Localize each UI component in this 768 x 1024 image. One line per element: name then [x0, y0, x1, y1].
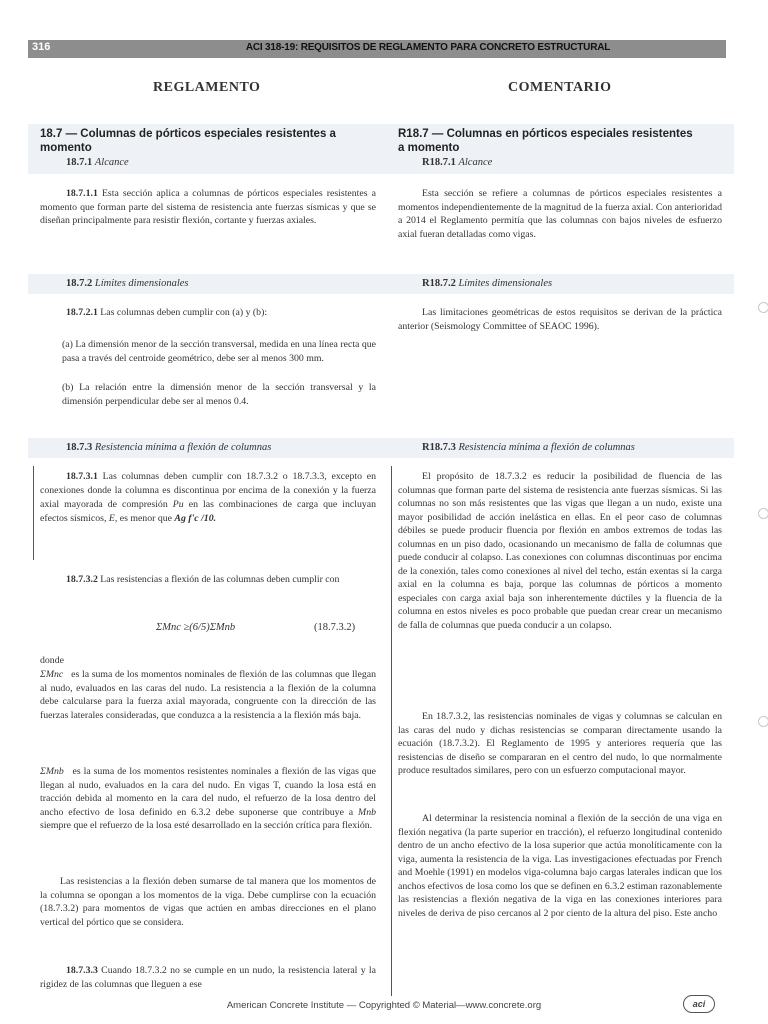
right-subsection-r18-7-3: R18.7.3 Resistencia mínima a flexión de columnas — [422, 442, 635, 453]
left-para-sum-moments: Las resistencias a la flexión deben sumarse de tal manera que los momentos de la columna se opongan a los momentos de la viga. Debe cumplirse con la ecuación (18.7.3.2) para momentos de vigas que actúen en ambas direcciones en el plano vertical del pórtico que se considera. — [40, 876, 376, 928]
left-item-a: (a) La dimensión menor de la sección transversal, medida en una línea recta que pasa a través del centroide geométrico, debe ser al menos 300 mm. — [62, 339, 376, 364]
right-change-bar — [391, 466, 392, 996]
right-column-heading: COMENTARIO — [508, 80, 612, 95]
left-para-18-7-2-1: 18.7.2.1 Las columnas deben cumplir con (a) y (b): — [66, 307, 268, 318]
punch-hole-mark — [758, 716, 768, 727]
left-para-18-7-3-3: 18.7.3.3 Cuando 18.7.3.2 no se cumple en un nudo, la resistencia lateral y la rigidez de las columnas que lleguen a ese — [40, 965, 377, 990]
running-header — [28, 40, 726, 58]
left-subsection-18-7-1: 18.7.1 Alcance — [66, 157, 129, 168]
equation-number: (18.7.3.2) — [314, 622, 356, 633]
left-def-mnc: ΣMnc es la suma de los momentos nominales de flexión de las columnas que llegan al nudo, evaluados en las caras del nudo. La resistencia a la flexión de la columna debe calcularse para la fuerza axial mayorada, congruente con la dirección de las fuerzas laterales consideradas, que conduzca a la resistencia a la flexión más baja. — [40, 669, 376, 721]
left-para-18-7-3-2: 18.7.3.2 Las resistencias a flexión de las columnas deben cumplir con — [66, 574, 340, 585]
left-def-mnb: ΣMnb es la suma de los momentos resistentes nominales a flexión de las vigas que llegan al nudo, evaluados en la cara del nudo. En vigas T, cuando la losa está en tracción debida al momento en la cara del nudo, el refuerzo de la losa dentro del ancho efectivo de losa definido en 6.3.2 debe suponerse que contribuye a Mnb siempre que el refuerzo de la losa esté desarrollado en la sección crítica para flexión. — [40, 766, 376, 831]
equation-18-7-3-2: ΣMnc ≥(6/5)ΣMnb — [156, 622, 236, 633]
left-para-18-7-3-1: 18.7.3.1 Las columnas deben cumplir con 18.7.3.2 o 18.7.3.3, excepto en conexiones donde la columna es discontinua por encima de la conexión y la fuerza axial mayorada de compresión Pu en las combinaciones de carga que incluyan efectos sísmicos, E, es menor que Ag f'c /10. — [40, 471, 377, 524]
left-subsection-18-7-2: 18.7.2 Límites dimensionales — [66, 278, 189, 289]
aci-logo: aci — [683, 995, 715, 1013]
right-para-r18-7-1: Esta sección se refiere a columnas de pórticos especiales resistentes a momentos independientemente de la magnitud de la fuerza axial. Con anterioridad a 2014 el Reglamento permitía que las columnas con bajos niveles de esfuerzo axial fueran detalladas como vigas. — [398, 188, 722, 240]
right-para-r18-7-3-comparison: En 18.7.3.2, las resistencias nominales de vigas y columnas se calculan en las caras del nudo y dichas resistencias se comparan directamente usando la ecuación (18.7.3.2). El Reglamento de 1995 y anteriores requería que las resistencias de diseño se compararan en el centro del nudo, lo que normalmente produce resultados similares, pero con un esfuerzo computacional mayor. — [398, 711, 722, 776]
left-change-bar — [33, 466, 34, 560]
left-column-heading: REGLAMENTO — [153, 80, 261, 95]
right-section-title: R18.7 — Columnas en pórticos especiales resistentes a momento — [398, 128, 693, 154]
running-title: ACI 318-19: REQUISITOS DE REGLAMENTO PARA CONCRETO ESTRUCTURAL — [245, 42, 611, 53]
left-subsection-18-7-3: 18.7.3 Resistencia mínima a flexión de columnas — [66, 442, 272, 453]
left-item-b: (b) La relación entre la dimensión menor de la sección transversal y la dimensión perpendicular debe ser al menos 0.4. — [62, 382, 376, 407]
punch-hole-mark — [758, 508, 768, 519]
page-number: 316 — [32, 41, 51, 53]
punch-hole-mark — [758, 302, 768, 313]
left-donde: donde — [40, 655, 64, 666]
right-para-r18-7-3-slab: Al determinar la resistencia nominal a flexión de la sección de una viga en flexión negativa (la parte superior en tracción), el refuerzo longitudinal contenido dentro de un ancho efectivo de la losa superior que actúa monolíticamente con la viga, aumenta la resistencia de la viga. Las investigaciones efectuadas por French and Moehle (1991) en modelos viga-columna bajo cargas laterales indican que los anchos efectivos de losa como los que se definen en 6.3.2 estiman razonablemente las resistencias a flexión negativa de la viga en las conexiones interiores para niveles de deriva de piso cercanos al 2 por ciento de la altura del piso. Este ancho — [398, 813, 722, 919]
right-para-r18-7-2: Las limitaciones geométricas de estos requisitos se derivan de la práctica anterior (Seismology Committee of SEAOC 1996). — [398, 307, 722, 332]
left-para-18-7-1-1: 18.7.1.1 Esta sección aplica a columnas de pórticos especiales resistentes a momento que forman parte del sistema de resistencia ante fuerzas sísmicas y que se diseñan principalmente para resistir flexión, cortante y fuerzas axiales. — [40, 188, 377, 226]
right-para-r18-7-3-purpose: El propósito de 18.7.3.2 es reducir la posibilidad de fluencia de las columnas que forman parte del sistema de resistencia ante fuerzas sísmicas. Si las columnas no son más resistentes que las vigas que llegan a un nudo, existe una mayor posibilidad de acción inelástica en ellas. En el peor caso de columnas débiles se puede producir fluencia por flexión en ambos extremos de todas las columnas en un piso dado, ocasionando un mecanismo de falla de columnas que puede conducir al colapso. Las conexiones con columnas discontinuas por encima de la conexión, tales como conexiones al nivel del techo, están exentas si la carga axial en la columna es baja, porque las columnas de pórticos a momento especiales con carga axial baja son inherentemente dúctiles y la fluencia de la columna en estos niveles es poco probable que puedan crear crear un mecanismo de falla de columnas que pueda conducir a un colapso. — [398, 471, 722, 631]
right-subsection-r18-7-1: R18.7.1 Alcance — [422, 157, 493, 168]
right-subsection-r18-7-2: R18.7.2 Límites dimensionales — [422, 278, 553, 289]
page-footer: American Concrete Institute — Copyrighted © Material—www.concrete.org — [226, 1000, 542, 1011]
left-section-title: 18.7 — Columnas de pórticos especiales resistentes a momento — [40, 128, 336, 154]
